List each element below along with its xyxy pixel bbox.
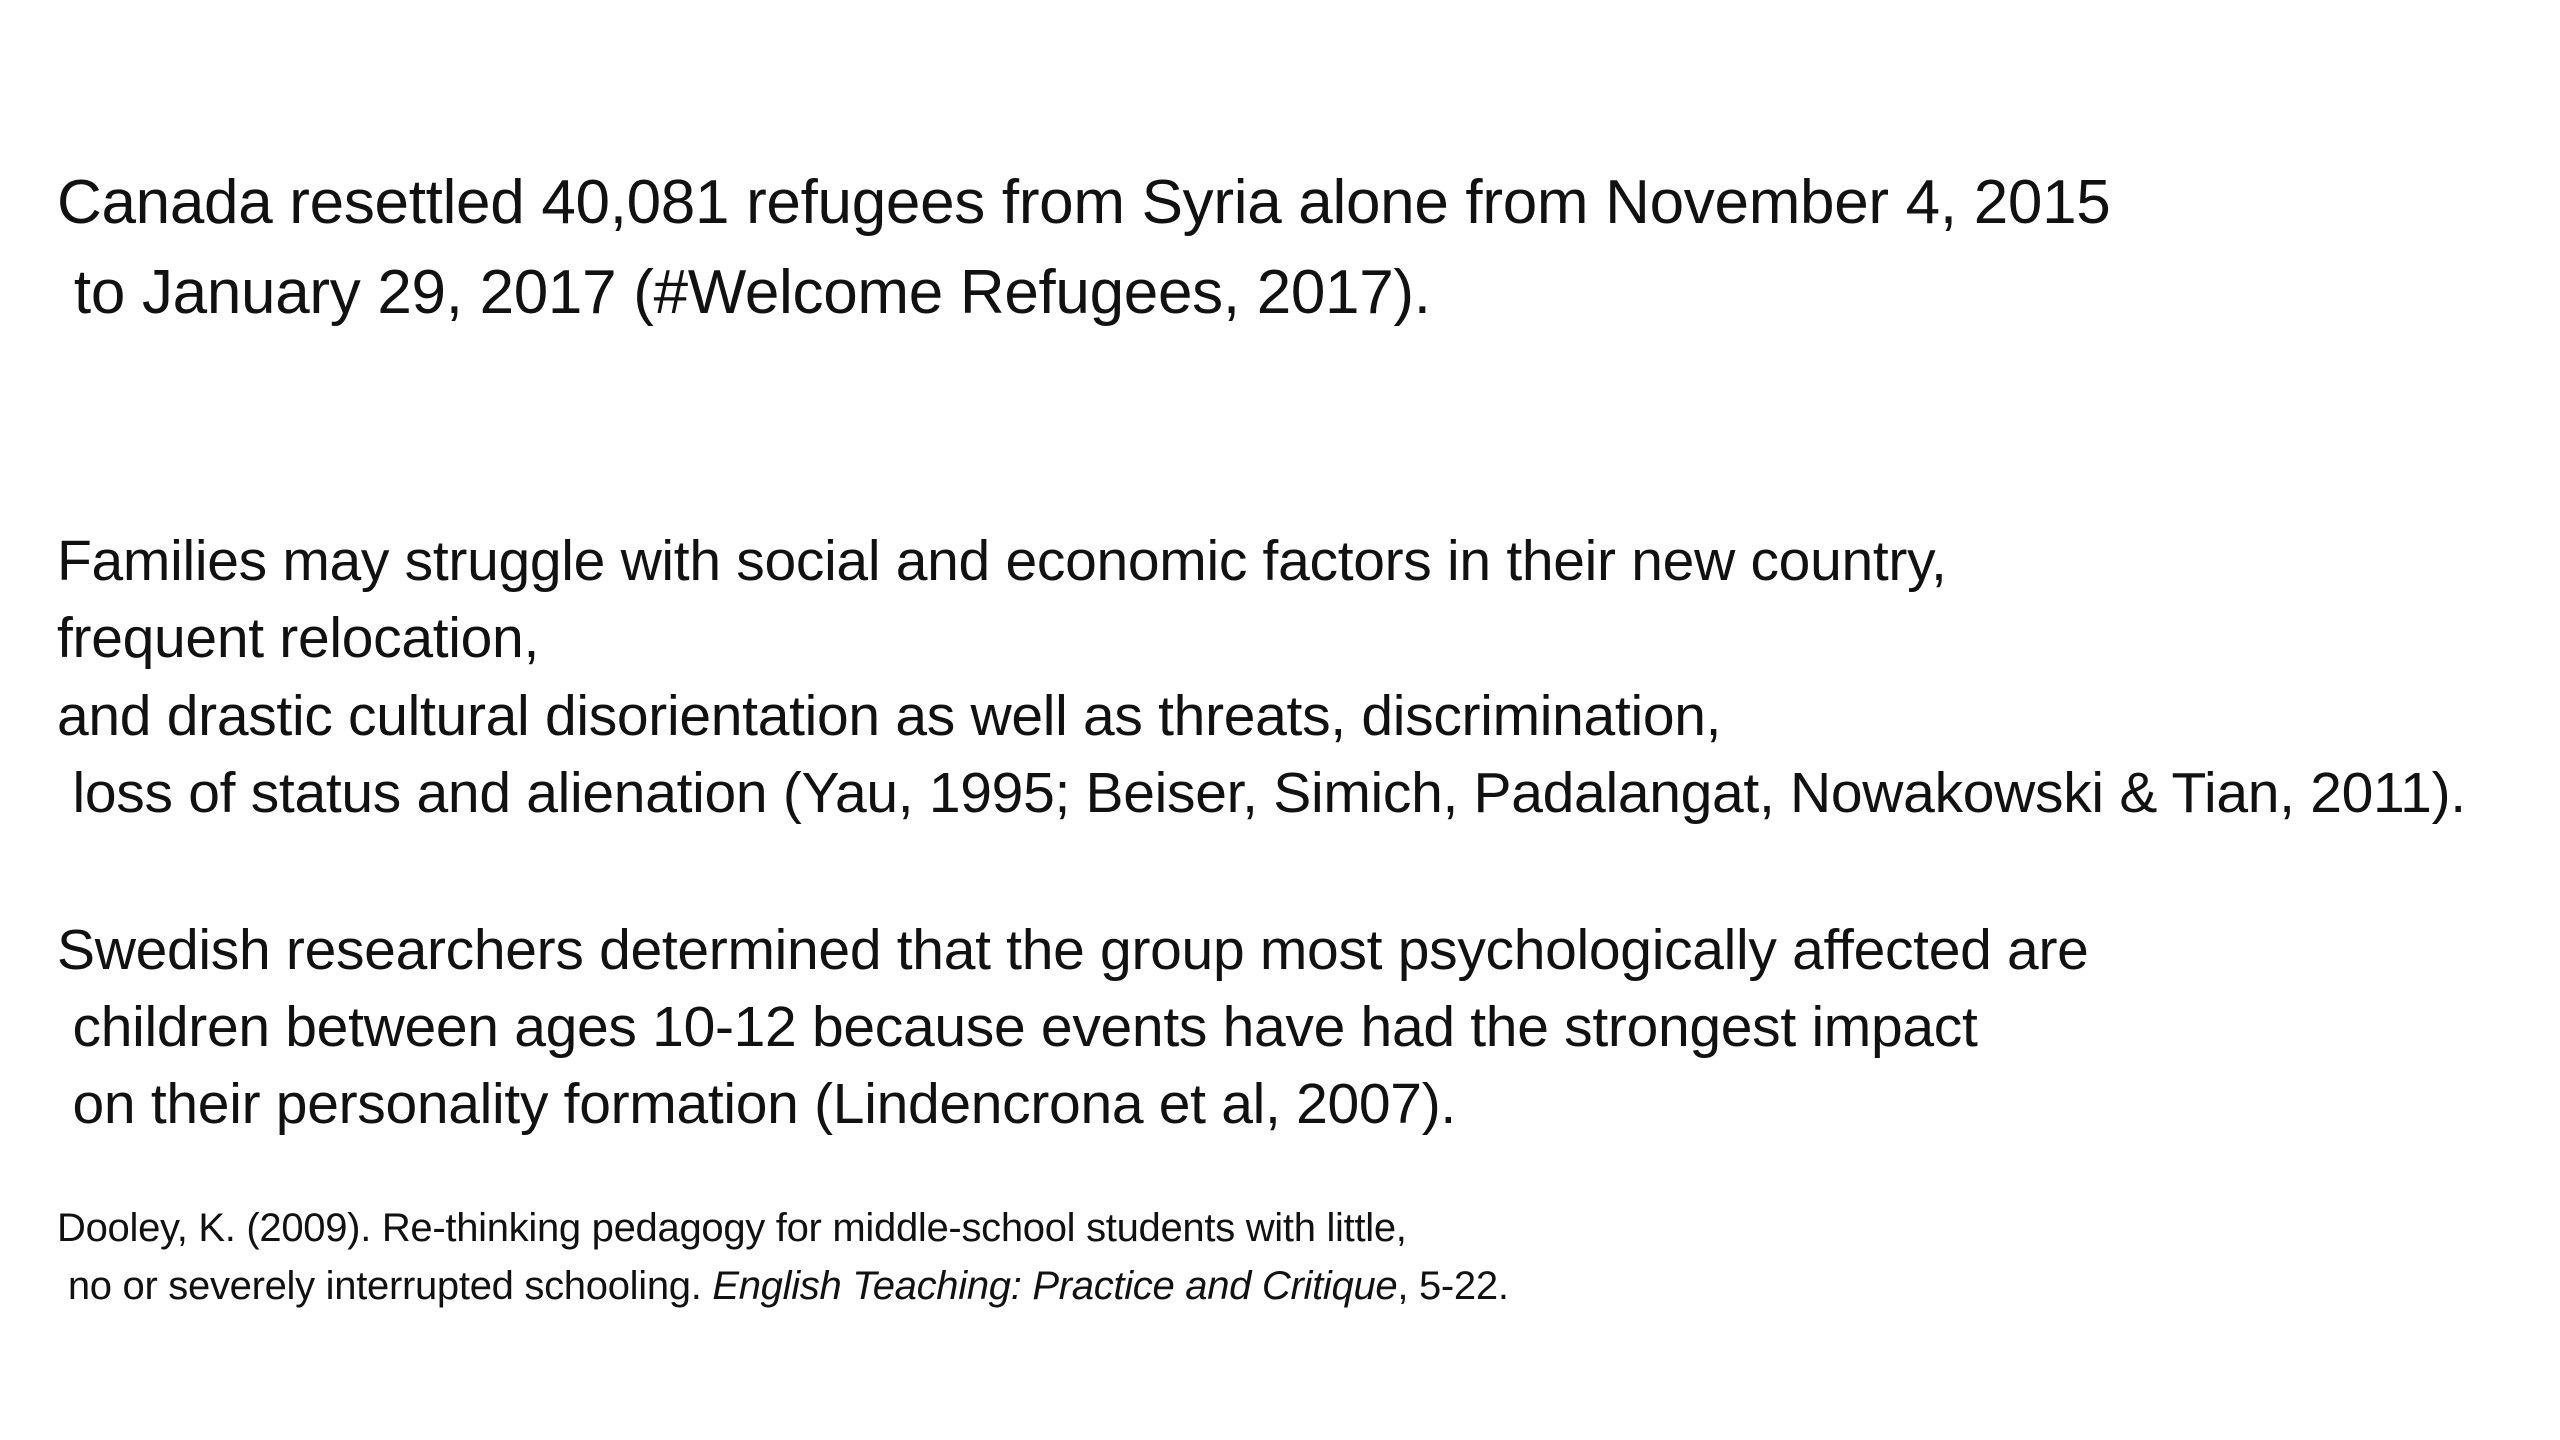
paragraph2-line-1: Swedish researchers determined that the group most psychologically affected are <box>57 918 2089 982</box>
paragraph2-line-2: children between ages 10-12 because events have had the strongest impact <box>57 995 1978 1059</box>
paragraph2-line-3: on their personality formation (Lindencrona et al, 2007). <box>57 1072 1456 1136</box>
paragraph1-line-3: and drastic cultural disorientation as well as threats, discrimination, <box>57 684 1722 748</box>
citation-journal-title: English Teaching: Practice and Critique <box>712 1264 1398 1308</box>
citation-line-2 <box>57 1266 1509 1306</box>
citation-line-2-prefix: no or severely interrupted schooling. <box>57 1264 713 1308</box>
citation-line-2-suffix: , 5-22. <box>1397 1264 1509 1308</box>
headline-line-2: to January 29, 2017 (#Welcome Refugees, 2017). <box>57 258 1431 327</box>
headline-line-1: Canada resettled 40,081 refugees from Syria alone from November 4, 2015 <box>57 168 2111 237</box>
paragraph1-line-1: Families may struggle with social and economic factors in their new country, <box>57 529 1947 593</box>
paragraph1-line-2: frequent relocation, <box>57 606 539 670</box>
paragraph1-line-4: loss of status and alienation (Yau, 1995; Beiser, Simich, Padalangat, Nowakowski & Tian, 2011). <box>57 761 2466 825</box>
citation-line-1: Dooley, K. (2009). Re-thinking pedagogy for middle-school students with little, <box>57 1206 1407 1250</box>
